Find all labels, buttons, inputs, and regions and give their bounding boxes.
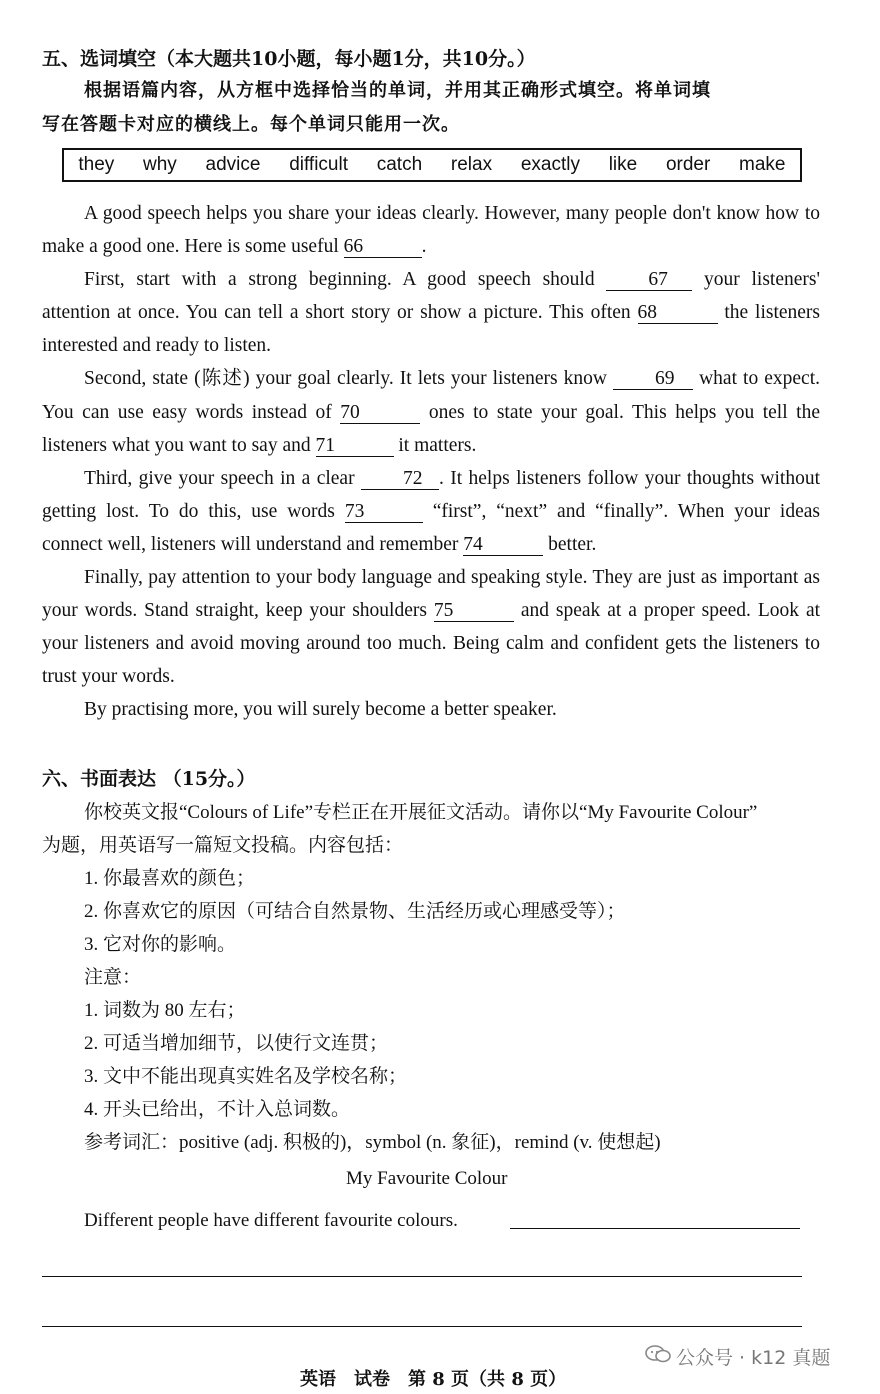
passage-line: interested and ready to listen. [42, 335, 272, 357]
passage-line [42, 396, 820, 429]
section6-intro-line2: 为题，用英语写一篇短文投稿。内容包括： [42, 835, 404, 856]
watermark-text: 公众号 · k12 真题 [676, 1347, 831, 1369]
blank-72[interactable]: 72 [361, 469, 439, 490]
passage-text: You can use easy words instead of [42, 401, 332, 423]
passage-text: First, start with a strong beginning. A good speech should [84, 269, 595, 291]
content-item: 2. 你喜欢它的原因（可结合自然景物、生活经历或心理感受等）； [84, 901, 626, 922]
word-bank-item: advice [205, 154, 261, 175]
content-item: 3. 它对你的影响。 [84, 934, 237, 955]
word-bank-item: relax [450, 154, 493, 175]
word-bank-item: like [608, 154, 638, 175]
blank-75[interactable]: 75 [434, 601, 514, 622]
passage-text: and speak at a proper speed. Look at [520, 600, 821, 622]
passage-line: your listeners and avoid moving around too much. Being calm and confident gets the listeners to [42, 633, 820, 655]
passage-text: better. [548, 533, 597, 555]
word-bank-item: exactly [520, 154, 580, 175]
notes-label: 注意： [84, 967, 142, 988]
section5-instruction-line2: 写在答题卡对应的横线上。每个单词只能用一次。 [42, 114, 460, 135]
word-bank-item: why [143, 154, 177, 175]
passage-line [42, 495, 820, 528]
blank-69[interactable]: 69 [613, 369, 693, 390]
page-footer: 英语 试卷 第 8 页（共 8 页） [300, 1369, 567, 1390]
passage-text: make a good one. Here is some useful [42, 236, 339, 258]
cloze-passage [42, 197, 820, 727]
essay-title: My Favourite Colour [346, 1168, 508, 1189]
passage-line: make a good one. Here is some useful 66 . [42, 236, 427, 258]
word-bank-item: make [739, 154, 786, 175]
passage-text: Third, give your speech in a clear [84, 467, 355, 489]
note-item: 4. 开头已给出，不计入总词数。 [84, 1099, 351, 1120]
passage-text: ones to state your goal. This helps you tell the [428, 401, 821, 423]
passage-line: By practising more, you will surely become a better speaker. [84, 699, 557, 721]
blank-66[interactable]: 66 [344, 237, 422, 258]
section5-title: 五、选词填空（本大题共10小题，每小题1分，共10分。） [42, 48, 536, 70]
passage-text: your words. Stand straight, keep your shoulders [42, 600, 427, 622]
blank-74[interactable]: 74 [463, 535, 543, 556]
blank-70[interactable]: 70 [340, 403, 420, 424]
essay-opening: Different people have different favourite colours. [84, 1210, 458, 1231]
passage-text: connect well, listeners will understand and remember [42, 533, 459, 555]
note-item: 3. 文中不能出现真实姓名及学校名称； [84, 1066, 408, 1087]
passage-text: Second, state (陈述) your goal clearly. It lets your listeners know [84, 368, 607, 390]
blank-71[interactable]: 71 [316, 436, 394, 457]
passage-line [42, 429, 820, 462]
passage-line [42, 462, 820, 495]
word-bank-item: they [78, 154, 115, 175]
section6-title: 六、书面表达 （15分。） [42, 768, 256, 790]
passage-line [42, 263, 820, 296]
blank-67[interactable]: 67 [606, 270, 692, 291]
passage-line [42, 362, 820, 395]
note-item: 1. 词数为 80 左右； [84, 1000, 246, 1021]
word-bank-box [62, 148, 802, 182]
wechat-icon [644, 1344, 672, 1364]
passage-text: it matters. [398, 434, 477, 456]
passage-text: “first”, “next” and “finally”. When your ideas [432, 500, 820, 522]
note-item: 2. 可适当增加细节，以使行文连贯； [84, 1033, 389, 1054]
section5-instruction-line1: 根据语篇内容，从方框中选择恰当的单词，并用其正确形式填空。将单词填 [84, 80, 711, 101]
word-bank-item: difficult [289, 154, 348, 175]
passage-text: attention at once. You can tell a short story or show a picture. This often [42, 302, 631, 324]
passage-line: Finally, pay attention to your body language and speaking style. They are just as important as [84, 567, 820, 589]
passage-text: your listeners' [704, 269, 821, 291]
passage-line: trust your words. [42, 666, 175, 688]
passage-text: getting lost. To do this, use words [42, 500, 335, 522]
word-bank-item: catch [376, 154, 423, 175]
content-item: 1. 你最喜欢的颜色； [84, 868, 256, 889]
reference-vocabulary: 参考词汇：positive (adj. 积极的)，symbol (n. 象征)，remind (v. 使想起) [84, 1132, 661, 1153]
answer-line[interactable] [42, 1276, 802, 1277]
section6-intro-line1: 你校英文报“Colours of Life”专栏正在开展征文活动。请你以“My Favourite Colour” [84, 802, 758, 823]
passage-text: . It helps listeners follow your thoughts without [438, 467, 820, 489]
passage-text: the listeners [724, 302, 821, 324]
passage-line [42, 594, 820, 627]
passage-line [42, 528, 820, 561]
answer-line[interactable] [42, 1326, 802, 1327]
passage-line: A good speech helps you share your ideas clearly. However, many people don't know how to [84, 203, 820, 224]
blank-68[interactable]: 68 [638, 303, 718, 324]
passage-text: listeners what you want to say and [42, 434, 311, 456]
passage-line [42, 296, 820, 329]
answer-line[interactable] [510, 1228, 800, 1229]
blank-73[interactable]: 73 [345, 502, 423, 523]
passage-text: what to expect. [699, 368, 820, 390]
word-bank-item: order [665, 154, 711, 175]
